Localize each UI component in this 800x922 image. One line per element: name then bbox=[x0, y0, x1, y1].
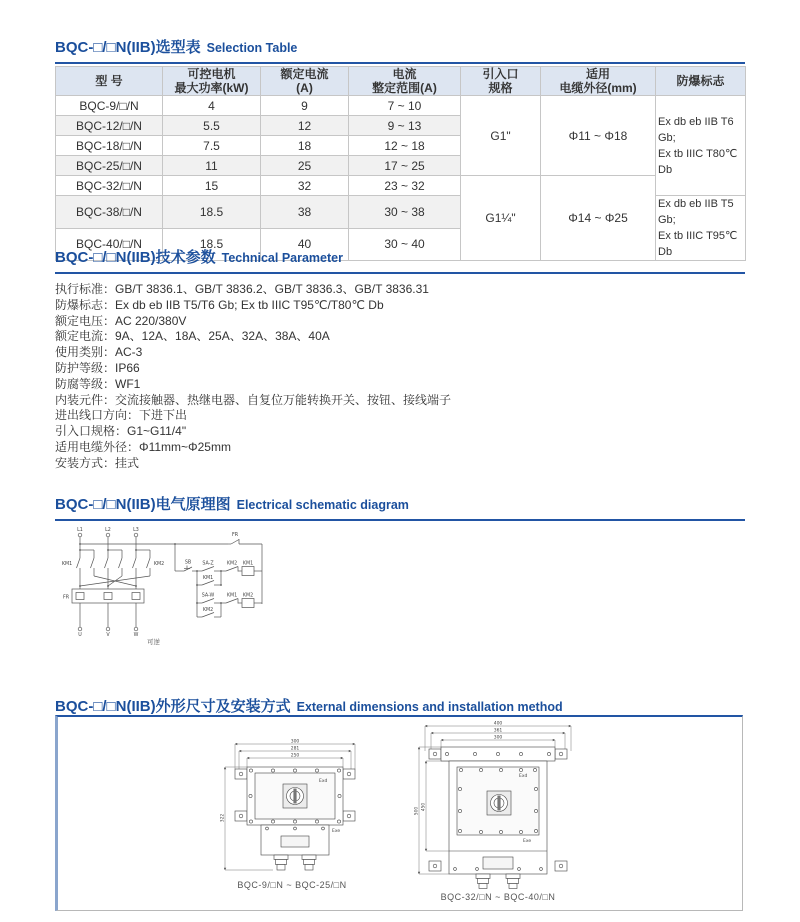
selection-table bbox=[55, 66, 746, 261]
table-header-row bbox=[56, 67, 746, 96]
section-title-en: External dimensions and installation method bbox=[296, 700, 563, 714]
schematic-caption: 可逆 bbox=[147, 638, 160, 646]
ex-mark-line2: Ex tb IIIC T95℃ Db bbox=[658, 230, 738, 258]
section-title-en: Electrical schematic diagram bbox=[236, 498, 409, 512]
param-line: 进出线口方向：下进下出 bbox=[55, 408, 188, 423]
cell-power: 15 bbox=[163, 176, 261, 196]
cell-model: BQC-40/□/N bbox=[56, 228, 163, 261]
label-w: W bbox=[133, 633, 139, 638]
header-motor-power: 可控电机 最大功率(kW) bbox=[163, 67, 261, 96]
dim-300: 300 bbox=[290, 739, 300, 745]
cell-inlet-spec: G1¼" bbox=[461, 176, 541, 261]
param-line: 防腐等级：WF1 bbox=[55, 376, 141, 391]
cell-current: 9 bbox=[261, 96, 349, 116]
section-title-selection bbox=[55, 36, 745, 64]
cell-range: 30 ~ 40 bbox=[349, 228, 461, 261]
label-km1-coil: KM1 bbox=[242, 561, 254, 567]
param-line: 额定电流：9A、12A、18A、25A、32A、38A、40A bbox=[55, 329, 330, 344]
label-km2: KM2 bbox=[153, 562, 165, 567]
section-title-zh: BQC-□/□N(IIB)电气原理图 bbox=[55, 496, 231, 513]
cell-current: 18 bbox=[261, 136, 349, 156]
param-line: 执行标准：GB/T 3836.1、GB/T 3836.2、GB/T 3836.3、GB/T 3836.31 bbox=[55, 282, 429, 296]
dim-250: 250 bbox=[290, 753, 300, 759]
dimensions-panel bbox=[55, 715, 743, 911]
cell-model: BQC-38/□/N bbox=[56, 196, 163, 229]
ex-mark-line2: Ex tb IIIC T80℃ Db bbox=[658, 147, 738, 176]
label-sb: SB bbox=[184, 560, 192, 566]
dim-281: 281 bbox=[290, 746, 300, 752]
label-sa-w: SA-W bbox=[201, 593, 215, 599]
header-current-range: 电流 整定范围(A) bbox=[349, 67, 461, 96]
label-km2-nc: KM2 bbox=[226, 561, 238, 567]
cell-cable-od: Φ14 ~ Φ25 bbox=[541, 176, 656, 261]
dim-361: 361 bbox=[493, 728, 503, 734]
enclosure-drawing-large bbox=[413, 719, 583, 889]
param-line: 内装元件：交流接触器、热继电器、自复位万能转换开关、按钮、接线端子 bbox=[55, 392, 452, 407]
cell-model: BQC-18/□/N bbox=[56, 136, 163, 156]
schematic-diagram bbox=[50, 524, 270, 649]
label-v: V bbox=[106, 633, 110, 638]
cell-current: 40 bbox=[261, 228, 349, 261]
header-model: 型 号 bbox=[56, 67, 163, 96]
param-line: 安装方式：挂式 bbox=[55, 455, 140, 470]
label-km1-nc: KM1 bbox=[226, 593, 238, 599]
cable-glands bbox=[274, 855, 316, 870]
cable-glands bbox=[476, 874, 520, 889]
cell-current: 38 bbox=[261, 196, 349, 229]
tech-parameter-list bbox=[55, 282, 745, 472]
label-fr-contact: FR bbox=[231, 533, 239, 538]
cell-model: BQC-9/□/N bbox=[56, 96, 163, 116]
cell-cable-od: Φ11 ~ Φ18 bbox=[541, 96, 656, 176]
dimension-drawing-small bbox=[217, 737, 367, 890]
section-title-en: Technical Parameter bbox=[221, 251, 343, 265]
dim-500: 500 bbox=[414, 806, 420, 816]
enclosure-drawing-small bbox=[217, 737, 367, 877]
dim-400: 400 bbox=[493, 721, 503, 727]
cell-model: BQC-32/□/N bbox=[56, 176, 163, 196]
drawing-caption-large: BQC-32/□N ~ BQC-40/□N bbox=[440, 892, 556, 902]
dimension-drawing-large bbox=[413, 719, 583, 902]
section-title-tech bbox=[55, 246, 745, 274]
ex-mark-line1: Ex db eb IIB T5 Gb; bbox=[658, 198, 734, 226]
cell-range: 17 ~ 25 bbox=[349, 156, 461, 176]
enclosure-body bbox=[235, 767, 355, 855]
cell-current: 32 bbox=[261, 176, 349, 196]
label-u: U bbox=[78, 633, 82, 638]
param-line: 额定电压：AC 220/380V bbox=[55, 313, 187, 328]
header-inlet-spec: 引入口 规格 bbox=[461, 67, 541, 96]
cell-power: 7.5 bbox=[163, 136, 261, 156]
label-km1: KM1 bbox=[61, 562, 73, 567]
cell-power: 4 bbox=[163, 96, 261, 116]
label-exe: Exe bbox=[332, 829, 341, 834]
table-row bbox=[56, 96, 746, 116]
param-line: 使用类别：AC-3 bbox=[55, 345, 143, 360]
dim-300: 300 bbox=[493, 735, 503, 741]
label-l3: L3 bbox=[133, 528, 139, 533]
cell-model: BQC-25/□/N bbox=[56, 156, 163, 176]
cell-current: 12 bbox=[261, 116, 349, 136]
label-exe: Exe bbox=[523, 839, 532, 844]
schematic-wires bbox=[72, 533, 262, 631]
label-km2-coil: KM2 bbox=[242, 593, 254, 599]
cell-current: 25 bbox=[261, 156, 349, 176]
cell-range: 9 ~ 13 bbox=[349, 116, 461, 136]
cell-model: BQC-12/□/N bbox=[56, 116, 163, 136]
header-rated-current: 额定电流 (A) bbox=[261, 67, 349, 96]
label-l1: L1 bbox=[77, 528, 83, 533]
param-line: 适用电缆外径：Φ11mm~Φ25mm bbox=[55, 439, 231, 454]
cell-ex-mark bbox=[656, 96, 746, 196]
label-exd: Exd bbox=[319, 779, 328, 784]
cell-power: 11 bbox=[163, 156, 261, 176]
label-l2: L2 bbox=[105, 528, 111, 533]
label-fr: FR bbox=[62, 595, 70, 601]
section-title-zh: BQC-□/□N(IIB)外形尺寸及安装方式 bbox=[55, 698, 291, 715]
rotary-switch bbox=[487, 791, 511, 815]
param-line: 防护等级：IP66 bbox=[55, 360, 140, 375]
cell-range: 12 ~ 18 bbox=[349, 136, 461, 156]
cell-range: 7 ~ 10 bbox=[349, 96, 461, 116]
label-sa-z: SA-Z bbox=[202, 561, 214, 567]
param-line: 防爆标志：Ex db eb IIB T5/T6 Gb; Ex tb IIIC T95℃/T80℃ Db bbox=[55, 297, 384, 312]
ex-mark-line1: Ex db eb IIB T6 Gb; bbox=[658, 115, 734, 144]
cell-power: 18.5 bbox=[163, 228, 261, 261]
dim-450: 450 bbox=[421, 802, 427, 812]
schematic-junctions bbox=[79, 543, 222, 604]
rotary-switch bbox=[283, 784, 307, 808]
cell-power: 18.5 bbox=[163, 196, 261, 229]
section-title-zh: BQC-□/□N(IIB)技术参数 bbox=[55, 249, 216, 266]
cell-range: 30 ~ 38 bbox=[349, 196, 461, 229]
section-title-en: Selection Table bbox=[206, 41, 298, 55]
dim-322: 322 bbox=[220, 813, 226, 823]
header-ex-mark: 防爆标志 bbox=[656, 67, 746, 96]
cell-inlet-spec: G1" bbox=[461, 96, 541, 176]
label-km2-no: KM2 bbox=[202, 608, 214, 613]
header-cable-od: 适用 电缆外径(mm) bbox=[541, 67, 656, 96]
section-title-zh: BQC-□/□N(IIB)选型表 bbox=[55, 39, 201, 56]
section-title-schematic bbox=[55, 493, 745, 521]
drawing-caption-small: BQC-9/□N ~ BQC-25/□N bbox=[237, 880, 347, 890]
param-line: 引入口规格：G1~G11/4" bbox=[55, 424, 187, 439]
cell-range: 23 ~ 32 bbox=[349, 176, 461, 196]
label-exd: Exd bbox=[519, 774, 528, 779]
label-km1-no: KM1 bbox=[202, 576, 214, 581]
table-row bbox=[56, 176, 746, 196]
cell-power: 5.5 bbox=[163, 116, 261, 136]
